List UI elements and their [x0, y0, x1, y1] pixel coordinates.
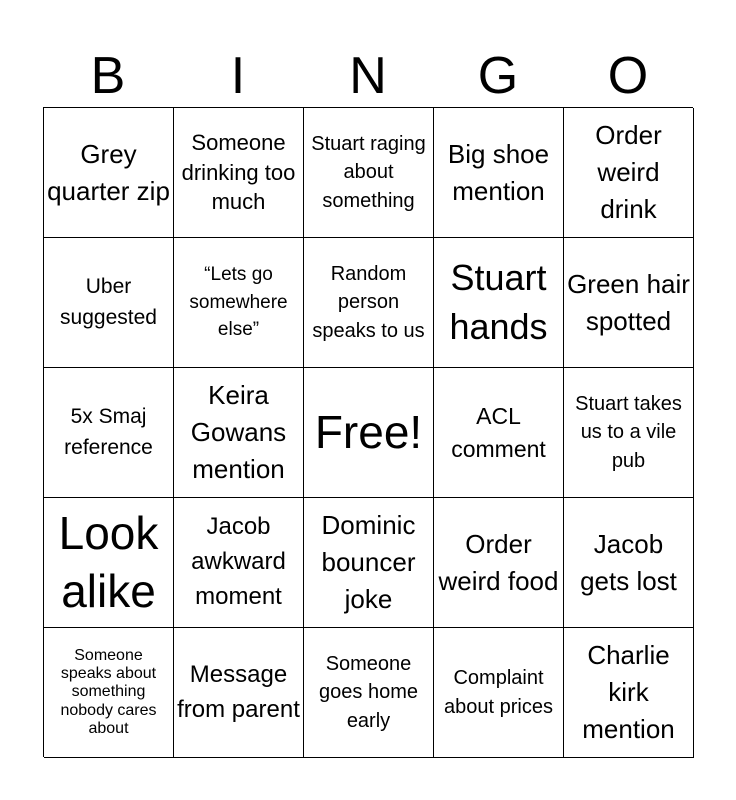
header-letter-i: I	[230, 47, 246, 105]
bingo-cell[interactable]: Someone drinking too much	[174, 108, 304, 238]
bingo-cell[interactable]: Uber suggested	[44, 238, 174, 368]
bingo-cell[interactable]: Order weird food	[434, 498, 564, 628]
bingo-cell[interactable]: Someone goes home early	[304, 628, 434, 758]
bingo-cell[interactable]: Big shoe mention	[434, 108, 564, 238]
bingo-cell[interactable]: Random person speaks to us	[304, 238, 434, 368]
bingo-cell[interactable]: Look alike	[44, 498, 174, 628]
bingo-cell[interactable]: Grey quarter zip	[44, 108, 174, 238]
bingo-cell[interactable]: Stuart hands	[434, 238, 564, 368]
bingo-cell[interactable]: Jacob gets lost	[564, 498, 694, 628]
header-letter-g: G	[477, 47, 519, 105]
bingo-cell[interactable]: Green hair spotted	[564, 238, 694, 368]
bingo-cell[interactable]: Order weird drink	[564, 108, 694, 238]
bingo-cell[interactable]: Message from parent	[174, 628, 304, 758]
header-letter-n: N	[349, 47, 387, 105]
bingo-cell[interactable]: Charlie kirk mention	[564, 628, 694, 758]
bingo-cell[interactable]: Someone speaks about something nobody cares about	[44, 628, 174, 758]
bingo-cell[interactable]: Keira Gowans mention	[174, 368, 304, 498]
bingo-cell[interactable]: ACL comment	[434, 368, 564, 498]
bingo-cell[interactable]: Dominic bouncer joke	[304, 498, 434, 628]
bingo-cell[interactable]: Complaint about prices	[434, 628, 564, 758]
bingo-cell[interactable]: Jacob awkward moment	[174, 498, 304, 628]
header-letter-o: O	[607, 47, 649, 105]
bingo-board	[43, 107, 693, 757]
bingo-cell[interactable]: “Lets go somewhere else”	[174, 238, 304, 368]
bingo-cell[interactable]: 5x Smaj reference	[44, 368, 174, 498]
bingo-cell[interactable]: Stuart raging about something	[304, 108, 434, 238]
header-letter-b: B	[90, 47, 126, 105]
bingo-header	[43, 46, 693, 106]
bingo-cell[interactable]: Stuart takes us to a vile pub	[564, 368, 694, 498]
free-space-cell[interactable]: Free!	[304, 368, 434, 498]
